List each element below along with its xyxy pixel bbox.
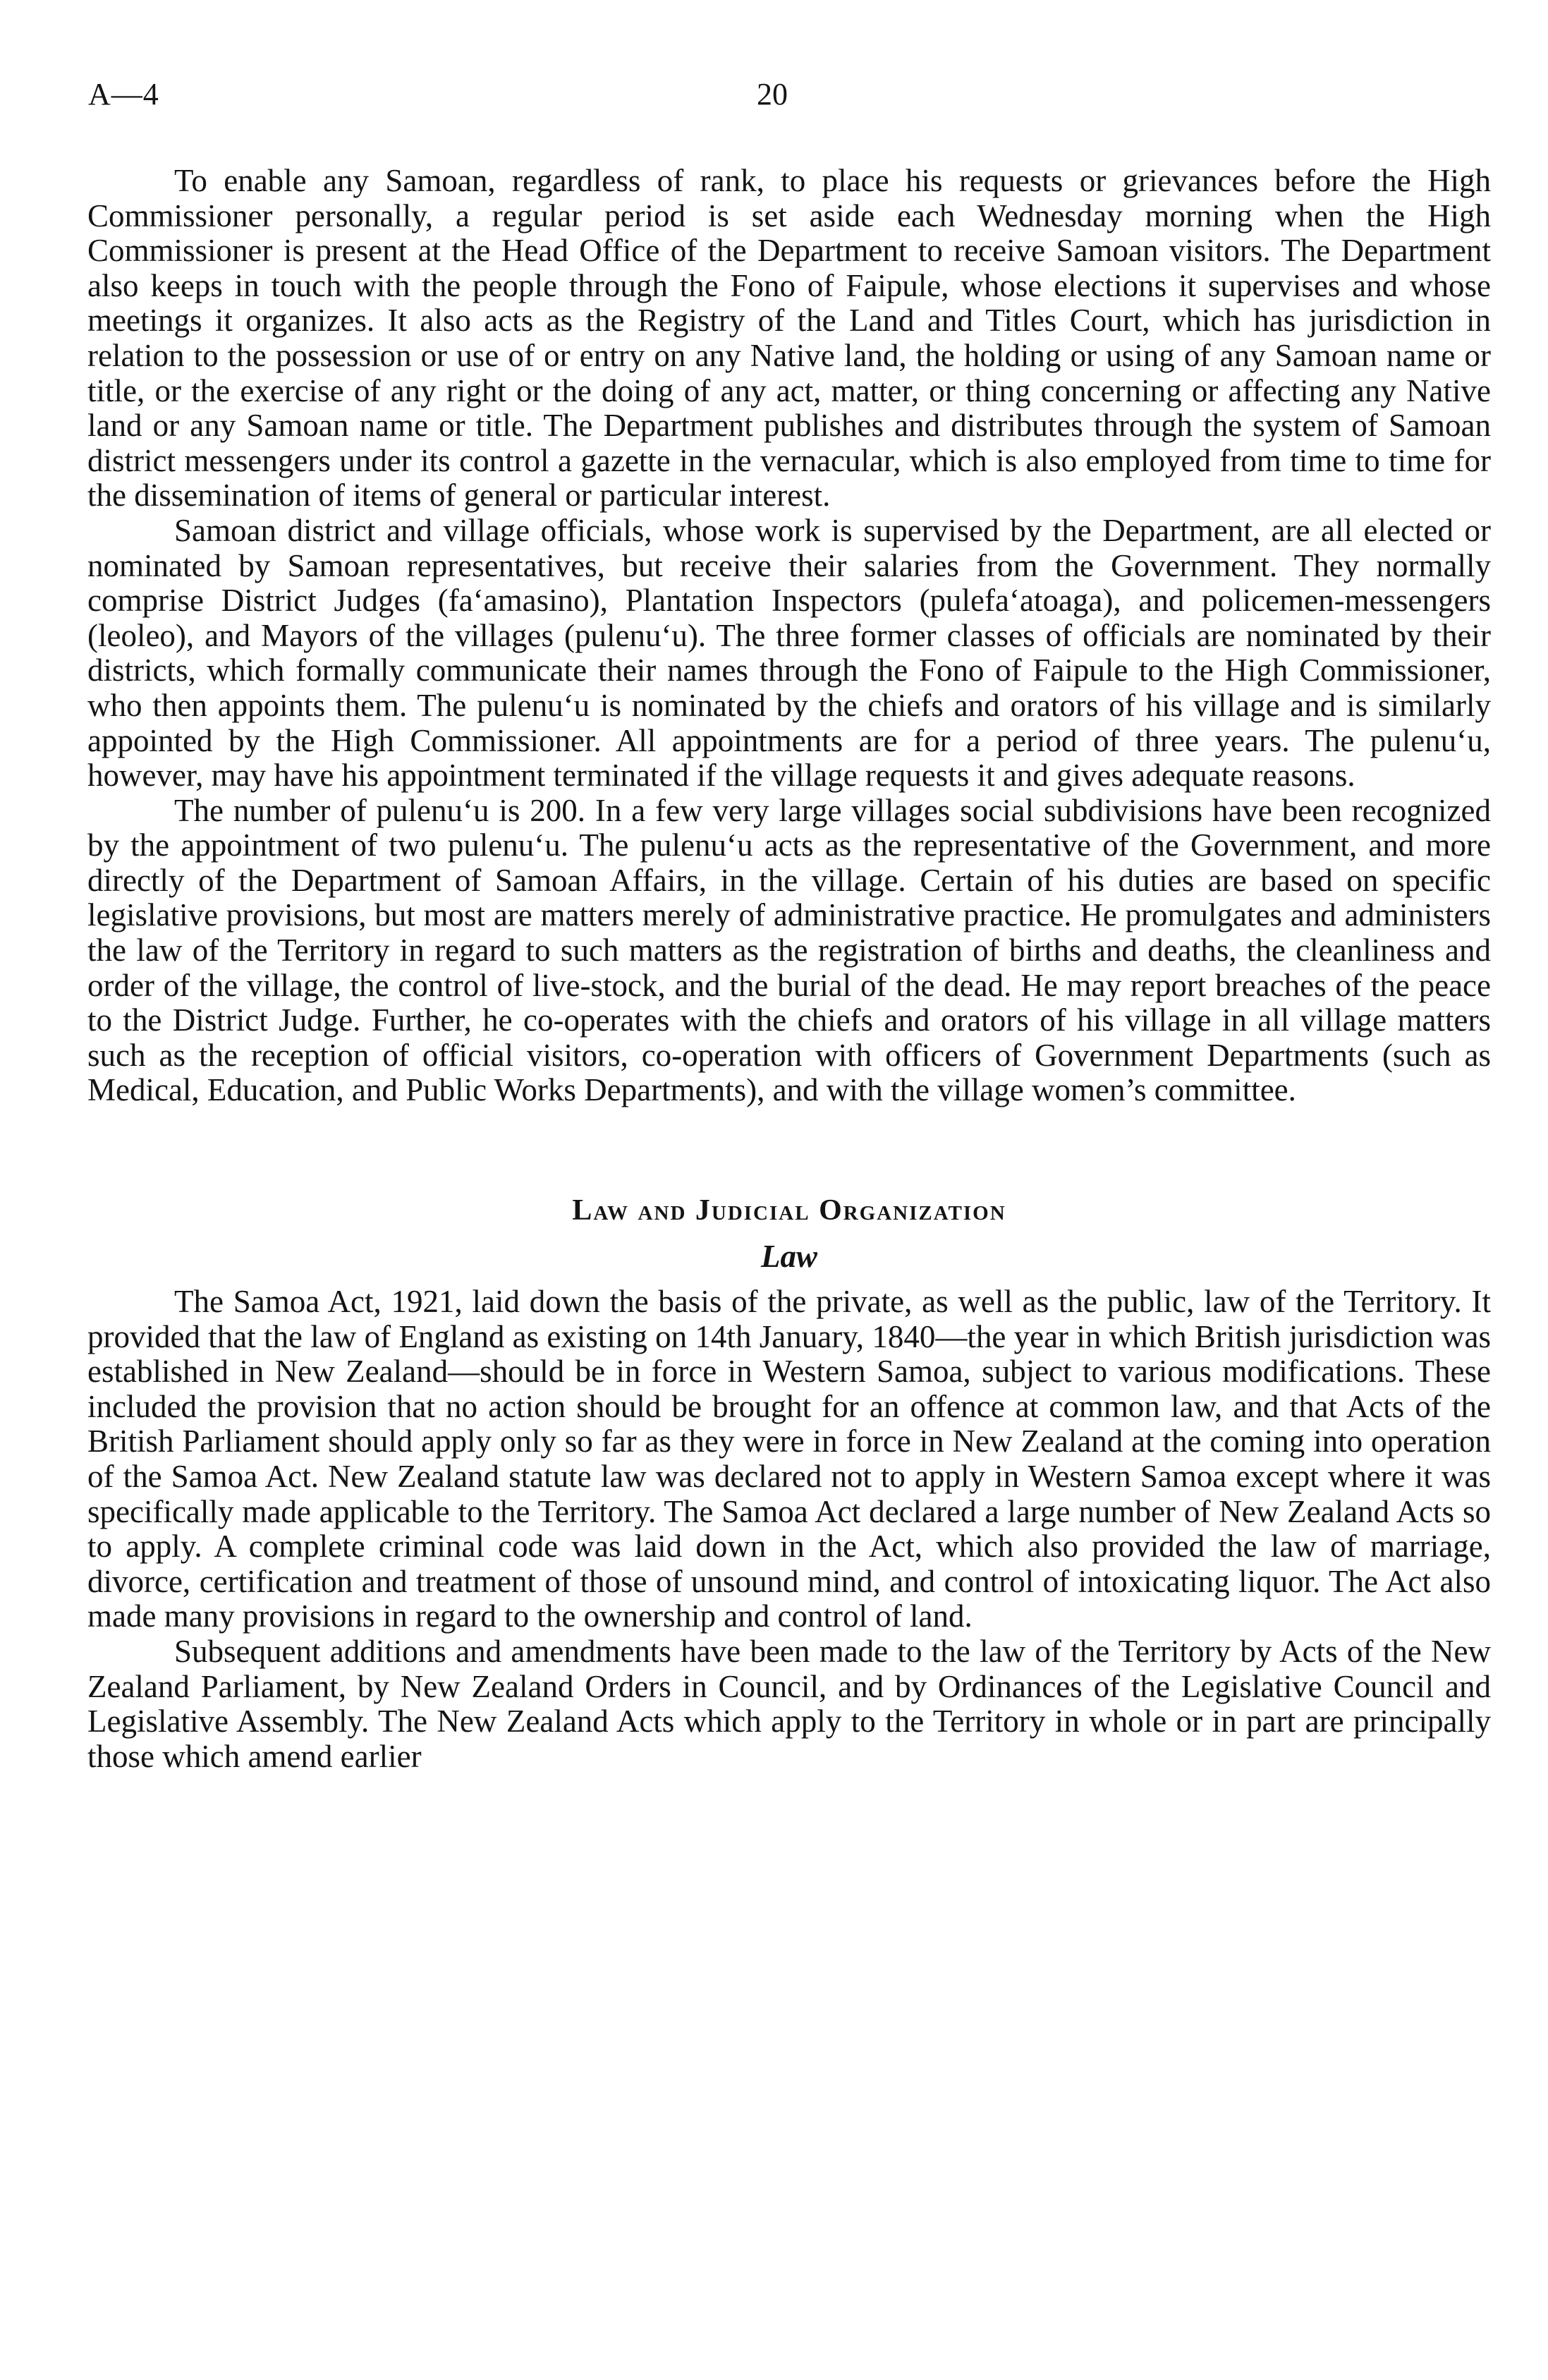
document-reference: A—4: [88, 77, 159, 111]
paragraph-samoa-act: The Samoa Act, 1921, laid down the basis of the private, as well as the public, law of the Territory. It provided that the law of England as existing on 14th January, 1840—the year in which British jurisdiction was established in New Zealand—should be in force in Western Samoa, subject to various modifications. These included the provision that no action should be brought for an offence at common law, and that Acts of the British Parliament should apply only so far as they were in force in New Zealand at the coming into operation of the Samoa Act. New Zealand statute law was declared not to apply in Western Samoa except where it was specifically made applicable to the Territory. The Samoa Act declared a large number of New Zealand Acts so to apply. A complete criminal code was laid down in the Act, which also provided the law of marriage, divorce, certification and treatment of those of unsound mind, and control of intoxicating liquor. The Act also made many provisions in regard to the ownership and control of land.: [87, 1284, 1491, 1634]
paragraph-district-officials: Samoan district and village officials, whose work is supervised by the Department, are all elected or nominated by Samoan representatives, but receive their salaries from the Government. They normally comprise District Judges (fa‘amasino), Plantation Inspectors (pulefa‘atoaga), and policemen-messengers (leoleo), and Mayors of the villages (pulenu‘u). The three former classes of officials are nominated by their districts, which formally communicate their names through the Fono of Faipule to the High Commissioner, who then appoints them. The pulenu‘u is nominated by the chiefs and orators of his village and is similarly appointed by the High Commissioner. All appointments are for a period of three years. The pulenu‘u, however, may have his appointment terminated if the village requests it and gives adequate reasons.: [87, 512, 1491, 794]
subsection-heading: Law: [760, 1239, 817, 1275]
section-heading: Law and Judicial Organization: [572, 1194, 1006, 1227]
paragraph-subsequent-amendments: Subsequent additions and amendments have been made to the law of the Territory by Acts of the New Zealand Parliament, by New Zealand Orders in Council, and by Ordinances of the Legislative Council and Legislative Assembly. The New Zealand Acts which apply to the Territory in whole or in part are principally those which amend earlier: [87, 1633, 1491, 1774]
body-text: [87, 164, 1491, 1774]
running-header: [0, 76, 1548, 119]
paragraph-pulenuu: The number of pulenu‘u is 200. In a few very large villages social subdivisions have been recognized by the appointment of two pulenu‘u. The pulenu‘u acts as the representative of the Government, and more directly of the Department of Samoan Affairs, in the village. Certain of his duties are based on specific legislative provisions, but most are matters merely of administrative practice. He promulgates and administers the law of the Territory in regard to such matters as the registration of births and deaths, the cleanliness and order of the village, the control of live-stock, and the burial of the dead. He may report breaches of the peace to the District Judge. Further, he co-operates with the chiefs and orators of his village in all village matters such as the reception of official visitors, co-operation with officers of Government Departments (such as Medical, Education, and Public Works Departments), and with the village women’s committee.: [87, 792, 1491, 1108]
paragraph-high-commissioner-visitors: To enable any Samoan, regardless of rank, to place his requests or grievances before the High Commissioner personally, a regular period is set aside each Wednesday morning when the High Commissioner is present at the Head Office of the Department to receive Samoan visitors. The Department also keeps in touch with the people through the Fono of Faipule, whose elections it supervises and whose meetings it organizes. It also acts as the Registry of the Land and Titles Court, which has jurisdiction in relation to the possession or use of or entry on any Native land, the holding or using of any Samoan name or title, or the exercise of any right or the doing of any act, matter, or thing concerning or affecting any Native land or any Samoan name or title. The Department publishes and distributes through the system of Samoan district messengers under its control a gazette in the vernacular, which is also employed from time to time for the dissemination of items of general or particular interest.: [87, 163, 1491, 514]
page-number: 20: [757, 77, 788, 111]
